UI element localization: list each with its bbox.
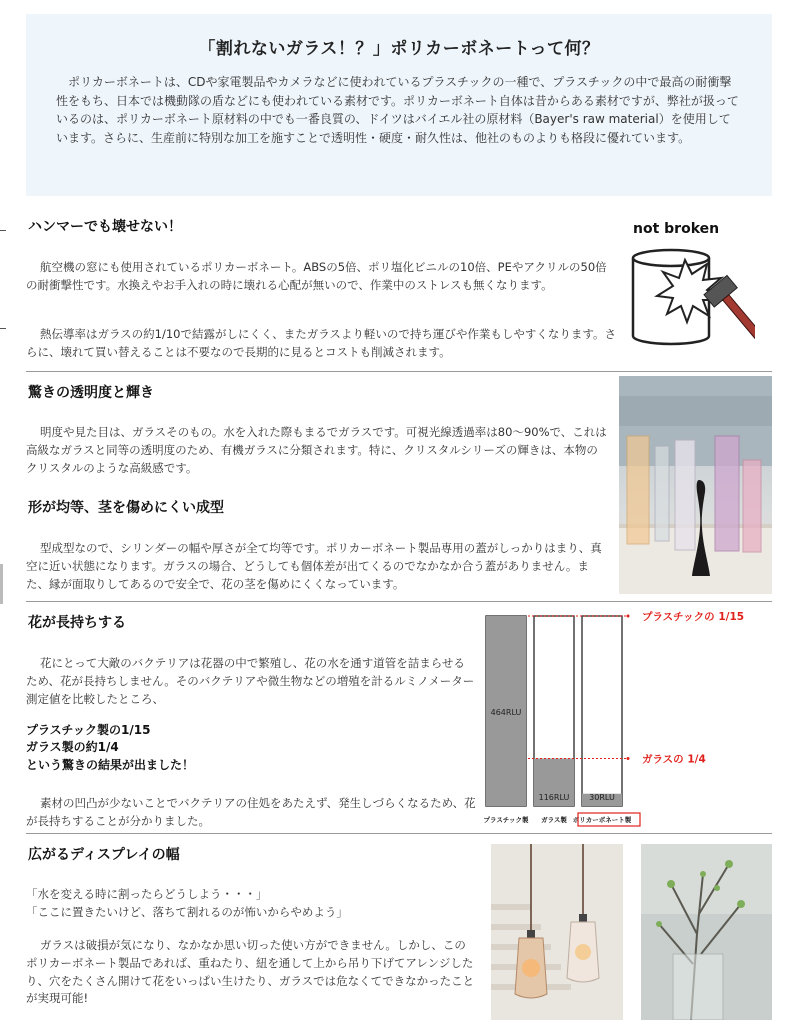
section-heading-hammer: ハンマーでも壊せない！ xyxy=(28,219,182,235)
section-heading-clarity: 驚きの透明度と輝き xyxy=(28,385,154,401)
annotation-dot xyxy=(627,757,630,760)
pendant-lamp-photo xyxy=(491,844,623,1020)
bar-value-label: 116RLU xyxy=(538,793,570,802)
category-label: プラスチック製 xyxy=(484,816,529,824)
display-quote-1: 「水を変える時に割ったらどうしよう・・・」 xyxy=(26,887,268,901)
section-divider xyxy=(26,601,772,602)
section-heading-display: 広がるディスプレイの幅 xyxy=(28,847,180,863)
branch-vase-photo xyxy=(641,844,772,1020)
section-heading-longevity: 花が長持ちする xyxy=(28,615,126,631)
intro-body: ポリカーボネートは、CDや家電製品やカメラなどに使われているプラスチックの一種で、プラスチックの中で最高の耐衝撃性をもち、日本では機動隊の盾などにも使われている素材です。ポリカーボネート自体は昔からある素材ですが、弊社が扱っているのは、ポリカーボネート原材料の中でも一番良質の、ドイツはバイエル社の原材料（Bayer's raw material）を使用しています。さらに、生産前に特別な加工を施すことで透明性・硬度・耐久性は、他社のものよりも格段に優れています。 xyxy=(56,75,739,145)
longevity-paragraph-1: 花にとって大敵のバクテリアは花器の中で繁殖し、花の水を通す道管を詰まらせるため、花が長持ちしません。そのバクテリアや微生物などの増殖を計るルミノメーター測定値を比較したところ、 xyxy=(26,656,475,706)
section-divider xyxy=(26,833,772,834)
bar-outline xyxy=(582,616,622,806)
hammer-paragraph-1: 航空機の窓にも使用されているポリカーボネート。ABSの5倍、ポリ塩化ビニルの10倍、PEやアクリルの50倍の耐衝撃性です。水換えやお手入れの時に壊れる心配が無いので、作業中のストレスも無くなります。 xyxy=(26,260,607,292)
clarity-paragraph: 明度や見た目は、ガラスそのもの。水を入れた際もまるでガラスです。可視光線透過率は80～90%で、これは高級なガラスと同等の透明度のため、有機ガラスに分類されます。特に、クリスタルシリーズの輝きは、本物のクリスタルのような高級感です。 xyxy=(26,425,607,475)
hammer-illustration xyxy=(625,218,755,358)
bar-value-label: 464RLU xyxy=(490,708,522,717)
longevity-paragraph-2: 素材の凹凸が少ないことでバクテリアの住処をあたえず、発生しづらくなるため、花が長持ちすることが分かりました。 xyxy=(26,796,476,828)
result-line-3: という驚きの結果が出ました！ xyxy=(26,757,195,772)
annotation-label: プラスチックの 1/15 xyxy=(642,611,745,623)
intro-title: 「割れないガラス！？」ポリカーボネートって何？ xyxy=(198,39,600,59)
section-heading-shape: 形が均等、茎を傷めにくい成型 xyxy=(28,500,224,516)
vase-photo xyxy=(619,376,772,594)
hammer-paragraph-2: 熱伝導率はガラスの約1/10で結露がしにくく、またガラスより軽いので持ち運びや作業もしやすくなります。さらに、壊れて買い替えることは不要なので長期的に見るとコストも削減されます。 xyxy=(26,327,616,359)
side-marker xyxy=(0,230,6,231)
category-label: ポリカーボネート製 xyxy=(572,816,632,824)
display-paragraph: ガラスは破損が気になり、なかなか思い切った使い方ができません。しかし、このポリカーボネート製品であれば、重ねたり、紐を通して上から吊り下げてアレンジしたり、穴をたくさん開けて花をいっぱい生けたり、ガラスでは危なくてできなかったことが実現可能! xyxy=(26,938,475,1006)
shape-paragraph: 型成型なので、シリンダーの幅や厚さが全て均等です。ポリカーボネート製品専用の蓋がしっかりはまり、真空に近い状態になります。ガラスの場合、どうしても個体差が出てくるのでなかなか合う蓋がありません。また、縁が面取りしてあるので安全で、花の茎を傷めにくくなっています。 xyxy=(26,541,602,591)
bacteria-result xyxy=(26,722,194,774)
section-divider xyxy=(26,371,772,372)
bacteria-bar-chart xyxy=(484,606,772,830)
result-line-2: ガラス製の約1/4 xyxy=(26,740,119,755)
intro-box xyxy=(26,14,772,196)
bar-value-label: 30RLU xyxy=(589,793,615,802)
not-broken-label: not broken xyxy=(633,221,720,237)
display-quote-2: 「ここに置きたいけど、落ちて割れるのが怖いからやめよう」 xyxy=(26,905,348,919)
side-marker xyxy=(0,564,3,604)
annotation-dot xyxy=(627,615,630,618)
category-label: ガラス製 xyxy=(541,816,567,824)
result-line-1: プラスチック製の1/15 xyxy=(26,723,151,737)
side-marker xyxy=(0,328,6,329)
annotation-label: ガラスの 1/4 xyxy=(642,753,706,766)
